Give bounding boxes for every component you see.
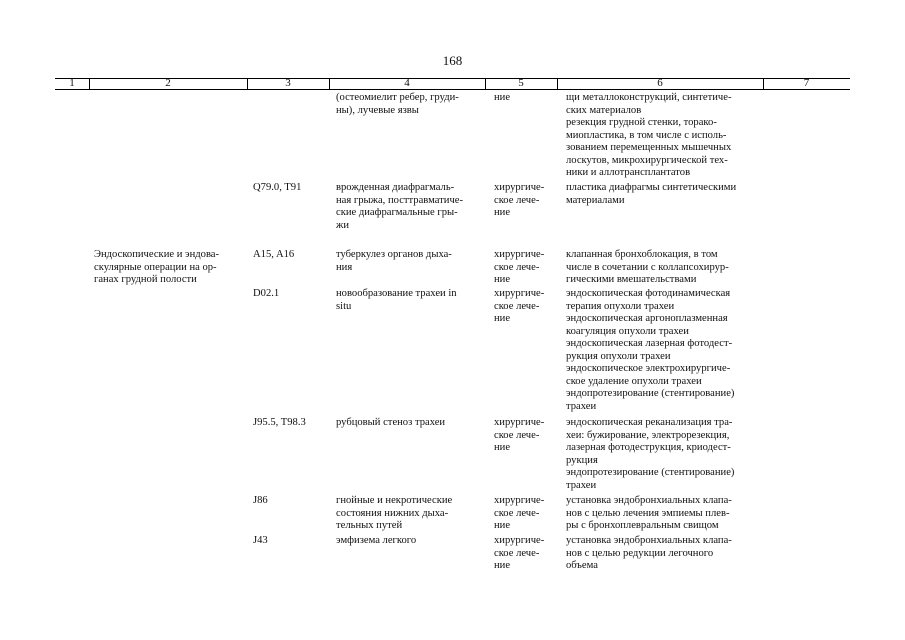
methods-cell: установка эндобронхиальных клапа- нов с целью лечения эмпиемы плев- ры с бронхоплевральным свищом — [566, 495, 732, 531]
header-col-3: 3 — [285, 77, 291, 89]
section-cell: Эндоскопические и эндова- скулярные операции на ор- ганах грудной полости — [94, 249, 220, 285]
treatment-cell: хирургиче- ское лече- ние — [494, 417, 545, 453]
diagnosis-cell: гнойные и некротические состояния нижних дыха- тельных путей — [336, 495, 453, 531]
header-col-2: 2 — [165, 77, 171, 89]
header-col-4: 4 — [404, 77, 410, 89]
code-cell: D02.1 — [253, 288, 280, 299]
code-cell: J43 — [253, 535, 268, 546]
methods-cell: клапанная бронхоблокация, в том числе в сочетании с коллапсохирур- гическими вмешательствами — [566, 249, 729, 285]
methods-cell: установка эндобронхиальных клапа- нов с целью редукции легочного объема — [566, 535, 732, 571]
diagnosis-cell: рубцовый стеноз трахеи — [336, 417, 446, 428]
page-number: 168 — [442, 53, 463, 68]
header-col-1: 1 — [69, 77, 75, 89]
treatment-cell: хирургиче- ское лече- ние — [494, 288, 545, 324]
table-header — [55, 78, 850, 90]
methods-cell: щи металлоконструкций, синтетиче- ских материалов резекция грудной стенки, торако- миопластика, в том числе с исполь- зованием перемещенных мышечных лоскутов, микрохирургической тех- ники и аллотрансплантатов — [566, 92, 732, 178]
methods-cell: эндоскопическая реканализация тра- хеи: бужирование, электрорезекция, лазерная фотодеструкция, криодест- рукция эндопротезирование (стентирование) трахеи — [566, 417, 735, 491]
header-col-6: 6 — [657, 77, 663, 89]
code-cell: A15, A16 — [253, 249, 295, 260]
treatment-cell: хирургиче- ское лече- ние — [494, 249, 545, 285]
diagnosis-cell: (остеомиелит ребер, груди- ны), лучевые язвы — [336, 92, 459, 116]
treatment-cell: хирургиче- ское лече- ние — [494, 495, 545, 531]
code-cell: Q79.0, T91 — [253, 182, 302, 193]
header-col-5: 5 — [518, 77, 524, 89]
methods-cell: эндоскопическая фотодинамическая терапия опухоли трахеи эндоскопическая аргоноплазменная коагуляция опухоли трахеи эндоскопическая лазерная фотодест- рукция опухоли трахеи эндоскопическое электрохирургиче- ское удаление опухоли трахеи эндопротезирование (стентирование) трахеи — [566, 288, 735, 412]
diagnosis-cell: туберкулез органов дыха- ния — [336, 249, 452, 273]
methods-cell: пластика диафрагмы синтетическими материалами — [566, 182, 737, 206]
treatment-cell: хирургиче- ское лече- ние — [494, 535, 545, 571]
header-col-7: 7 — [803, 77, 810, 89]
diagnosis-cell: врожденная диафрагмаль- ная грыжа, посттравматиче- ские диафрагмальные гры- жи — [336, 182, 464, 231]
treatment-cell: ние — [494, 92, 511, 103]
diagnosis-cell: эмфизема легкого — [336, 535, 417, 546]
treatment-cell: хирургиче- ское лече- ние — [494, 182, 545, 218]
diagnosis-cell: новообразование трахеи in situ — [336, 288, 457, 312]
code-cell: J86 — [253, 495, 268, 506]
code-cell: J95.5, T98.3 — [253, 417, 306, 428]
